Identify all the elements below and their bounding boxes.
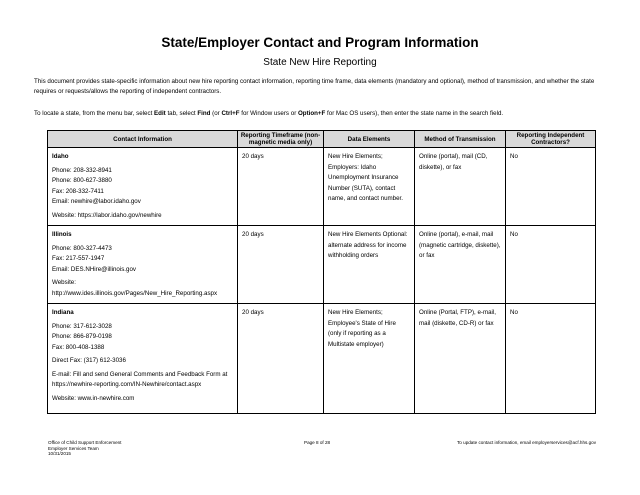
transmission-cell: Online (portal), e-mail, mail (magnetic cartridge, diskette), or fax (415, 226, 506, 304)
timeframe-cell: 20 days (238, 304, 324, 414)
contact-line: Phone: 800-327-4473 (52, 244, 112, 252)
instr-text: for Window users or (239, 110, 298, 117)
instr-optf: Option+F (297, 110, 326, 117)
state-name: Illinois (52, 231, 72, 238)
contact-cell (48, 304, 238, 414)
feedback-form-link[interactable]: E-mail: Fill and send General Comments and Feedback Form at https://newhire-reporting.com/IN-Newhire/contact.aspx (52, 370, 228, 388)
instr-find: Find (197, 110, 211, 117)
header-contractors: Reporting Independent Contractors? (506, 131, 596, 148)
email-link[interactable]: Email: newhire@labor.idaho.gov (52, 198, 141, 205)
contractors-cell: No (506, 148, 596, 226)
website-link[interactable]: Website: www.in-newhire.com (52, 394, 135, 402)
instr-text: (or (210, 110, 222, 117)
state-name: Idaho (52, 153, 69, 160)
contact-line: Phone: 317-612-3028 (52, 322, 112, 330)
table-row (48, 226, 596, 304)
timeframe-cell: 20 days (238, 226, 324, 304)
page-title: State/Employer Contact and Program Information (161, 35, 479, 50)
table-row (48, 304, 596, 414)
header-contact: Contact Information (48, 131, 238, 148)
footer-line: 10/31/2015 (48, 451, 71, 457)
state-contact-table (47, 130, 596, 414)
instr-text: tab, select (165, 110, 198, 117)
instructions-paragraph (34, 109, 608, 118)
elements-cell: New Hire Elements; Employee's State of Hire (only if reporting as a Multistate employer) (324, 304, 415, 414)
website-link[interactable]: Website: http://www.ides.illinois.gov/Pages/New_Hire_Reporting.aspx (52, 279, 218, 297)
contact-line: Phone: 800-627-3880 (52, 177, 112, 184)
website-link[interactable]: Website: https://labor.idaho.gov/newhire (52, 211, 162, 219)
instr-text: To locate a state, from the menu bar, select (34, 110, 155, 117)
transmission-cell: Online (Portal, FTP), e-mail, mail (diskette, CD-R) or fax (415, 304, 506, 414)
transmission-cell: Online (portal), mail (CD, diskette), or fax (415, 148, 506, 226)
elements-cell: New Hire Elements Optional: alternate address for income withholding orders (324, 226, 415, 304)
state-name: Indiana (52, 309, 74, 316)
contact-line: Phone: 208-332-8941 (52, 166, 112, 174)
footer-update-note: To update contact information, email employerservices@acf.hhs.gov (457, 440, 596, 445)
footer-office (48, 440, 121, 457)
header-timeframe: Reporting Timeframe (non-magnetic media only) (238, 131, 324, 148)
instr-text: for Mac OS users), then enter the state name in the search field. (325, 110, 504, 117)
contact-cell (48, 226, 238, 304)
footer-line: Office of Child Support Enforcement (48, 440, 122, 445)
header-transmission: Method of Transmission (415, 131, 506, 148)
header-elements: Data Elements (324, 131, 415, 148)
instr-ctrlf: Ctrl+F (221, 110, 240, 117)
contact-line: Direct Fax: (317) 612-3036 (52, 357, 126, 364)
footer-line: Employer Services Team (48, 445, 99, 451)
timeframe-cell: 20 days (238, 148, 324, 226)
contractors-cell: No (506, 226, 596, 304)
page-number: Page 8 of 28 (304, 440, 331, 445)
contact-line: Fax: 217-557-1947 (52, 255, 105, 262)
page-subtitle: State New Hire Reporting (263, 57, 377, 68)
email-link[interactable]: Email: DES.NHire@illinois.gov (52, 265, 136, 273)
contact-line: Fax: 800-408-1388 (52, 343, 105, 351)
contact-line: Phone: 866-879-0198 (52, 333, 112, 340)
table-row (48, 148, 596, 226)
contractors-cell: No (506, 304, 596, 414)
intro-paragraph: This document provides state-specific information about new hire reporting contact information, reporting time frame, data elements (mandatory and optional), method of transmission, and whether the state requires or requests/allows the reporting of independent contractors. (34, 78, 595, 95)
table-header-row (48, 131, 596, 148)
elements-cell: New Hire Elements; Employers: Idaho Unemployment Insurance Number (SUTA), contact name, and contact number. (324, 148, 415, 226)
contact-line: Fax: 208-332-7411 (52, 187, 104, 195)
contact-cell (48, 148, 238, 226)
instr-edit: Edit (154, 110, 166, 117)
